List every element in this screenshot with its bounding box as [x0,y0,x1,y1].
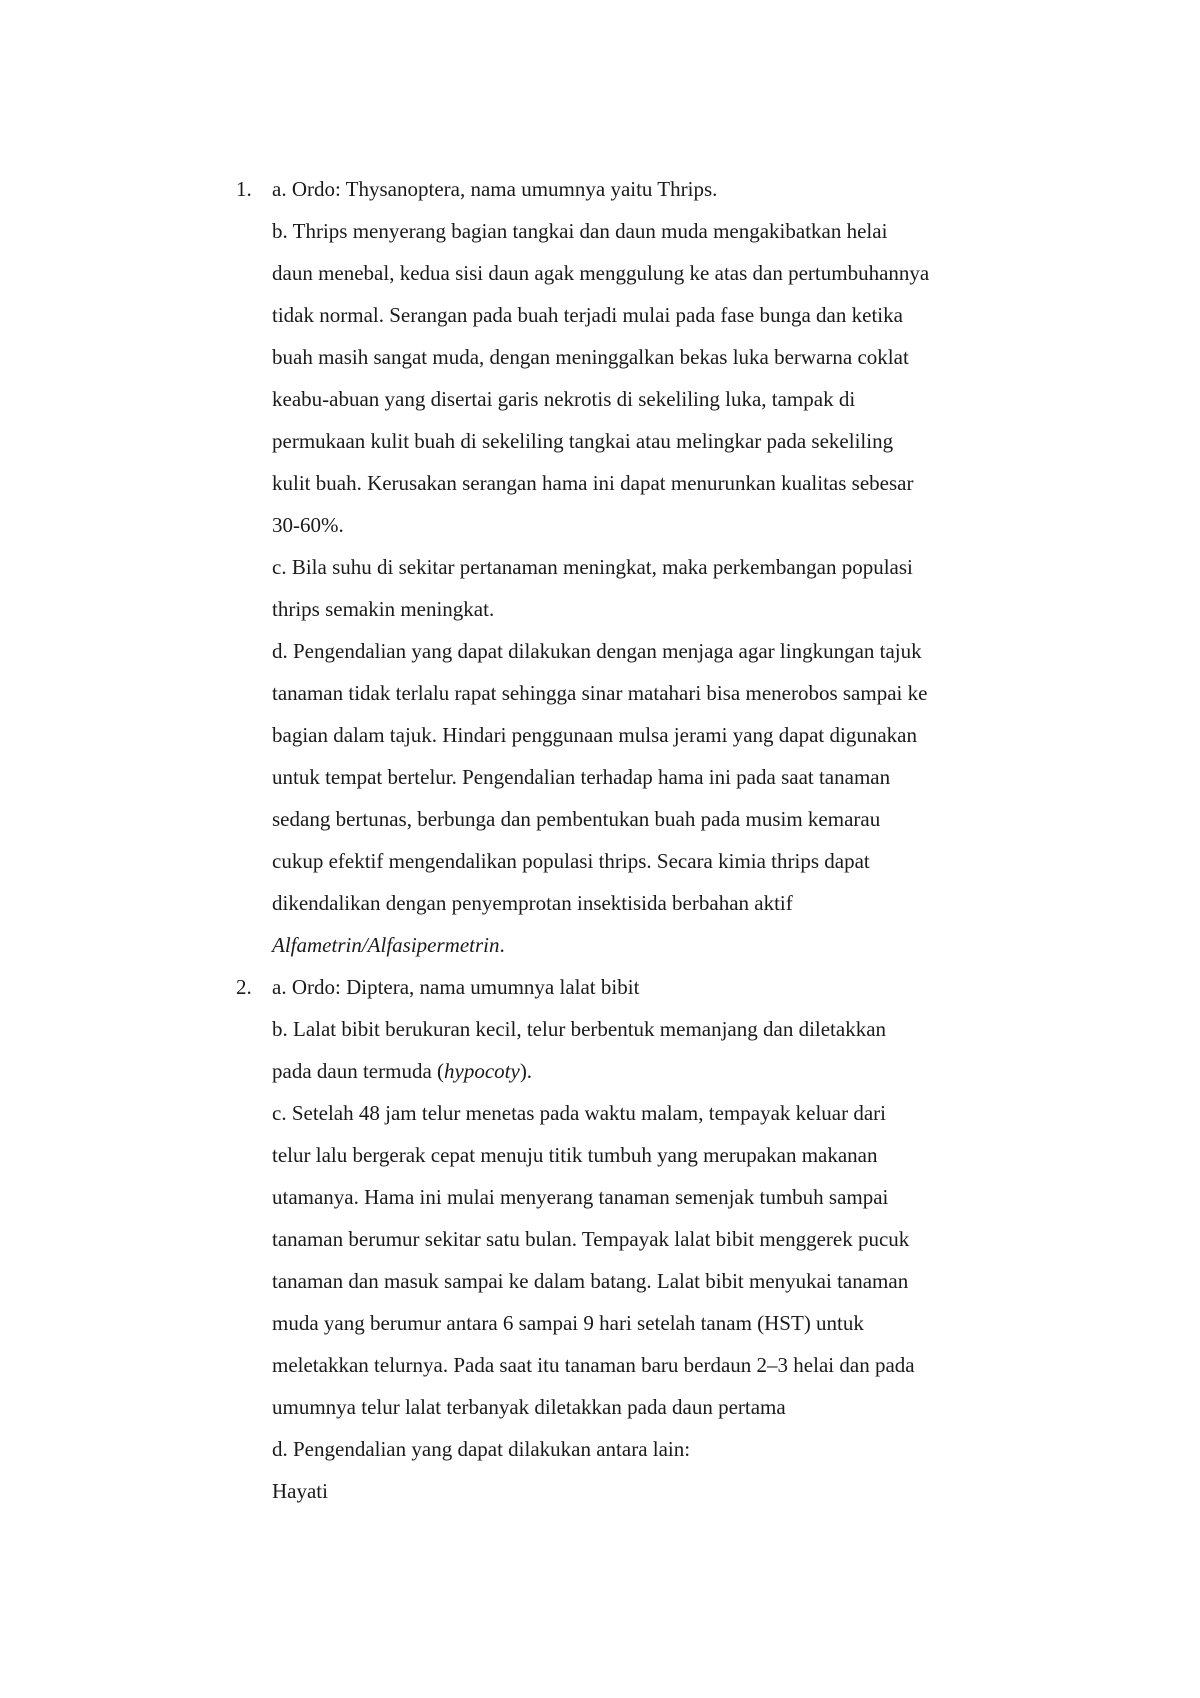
list-item [236,168,1036,966]
text-line: muda yang berumur antara 6 sampai 9 hari setelah tanam (HST) untuk [272,1311,864,1335]
text-line [272,1050,1036,1092]
text-line: tanaman berumur sekitar satu bulan. Tempayak lalat bibit menggerek pucuk [272,1227,910,1251]
answer-a [272,966,1036,1008]
text-line: b. Thrips menyerang bagian tangkai dan daun muda mengakibatkan helai [272,219,888,243]
text-fragment: ). [519,1059,533,1083]
list-number: 1. [236,177,252,201]
text-line: thrips semakin meningkat. [272,597,495,621]
text-line: telur lalu bergerak cepat menuju titik tumbuh yang merupakan makanan [272,1143,878,1167]
list-item [236,966,1036,1512]
text-line: kulit buah. Kerusakan serangan hama ini dapat menurunkan kualitas sebesar [272,471,914,495]
text-line: tanaman tidak terlalu rapat sehingga sinar matahari bisa menerobos sampai ke [272,681,928,705]
text-line [272,924,1036,966]
text-line: d. Pengendalian yang dapat dilakukan dengan menjaga agar lingkungan tajuk [272,639,922,663]
text-line: keabu-abuan yang disertai garis nekrotis di sekeliling luka, tampak di [272,387,856,411]
text-line: permukaan kulit buah di sekeliling tangkai atau melingkar pada sekeliling [272,429,894,453]
text-line: c. Setelah 48 jam telur menetas pada waktu malam, tempayak keluar dari [272,1101,887,1125]
answer-c [272,546,1036,630]
text-line: tidak normal. Serangan pada buah terjadi mulai pada fase bunga dan ketika [272,303,903,327]
answer-c [272,1092,1036,1428]
answer-d [272,1428,1036,1470]
text-line: a. Ordo: Thysanoptera, nama umumnya yaitu Thrips. [272,177,718,201]
text-line: untuk tempat bertelur. Pengendalian terhadap hama ini pada saat tanaman [272,765,891,789]
italic-term: hypocoty [444,1059,520,1083]
answer-d [272,630,1036,966]
punctuation: . [499,933,505,957]
text-line: cukup efektif mengendalikan populasi thrips. Secara kimia thrips dapat [272,849,870,873]
answer-b [272,210,1036,546]
text-line: daun menebal, kedua sisi daun agak menggulung ke atas dan pertumbuhannya [272,261,930,285]
text-line: tanaman dan masuk sampai ke dalam batang. Lalat bibit menyukai tanaman [272,1269,909,1293]
answer-b [272,1008,1036,1092]
text-line: umumnya telur lalat terbanyak diletakkan pada daun pertama [272,1395,786,1419]
italic-term: Alfametrin/Alfasipermetrin [272,933,500,957]
subheading-hayati [272,1470,1036,1512]
answer-a [272,168,1036,210]
text-line: Hayati [272,1479,328,1503]
numbered-list [236,168,1036,1512]
text-line: d. Pengendalian yang dapat dilakukan antara lain: [272,1437,691,1461]
text-line: a. Ordo: Diptera, nama umumnya lalat bibit [272,975,640,999]
text-line: dikendalikan dengan penyemprotan insektisida berbahan aktif [272,891,793,915]
text-line: sedang bertunas, berbunga dan pembentukan buah pada musim kemarau [272,807,881,831]
text-line: buah masih sangat muda, dengan meninggalkan bekas luka berwarna coklat [272,345,909,369]
text-line: utamanya. Hama ini mulai menyerang tanaman semenjak tumbuh sampai [272,1185,889,1209]
list-number: 2. [236,975,252,999]
text-line: bagian dalam tajuk. Hindari penggunaan mulsa jerami yang dapat digunakan [272,723,917,747]
text-line: c. Bila suhu di sekitar pertanaman meningkat, maka perkembangan populasi [272,555,913,579]
text-fragment: pada daun termuda ( [272,1059,445,1083]
text-line: b. Lalat bibit berukuran kecil, telur berbentuk memanjang dan diletakkan [272,1017,887,1041]
text-line: 30-60%. [272,513,344,537]
text-line: meletakkan telurnya. Pada saat itu tanaman baru berdaun 2–3 helai dan pada [272,1353,915,1377]
